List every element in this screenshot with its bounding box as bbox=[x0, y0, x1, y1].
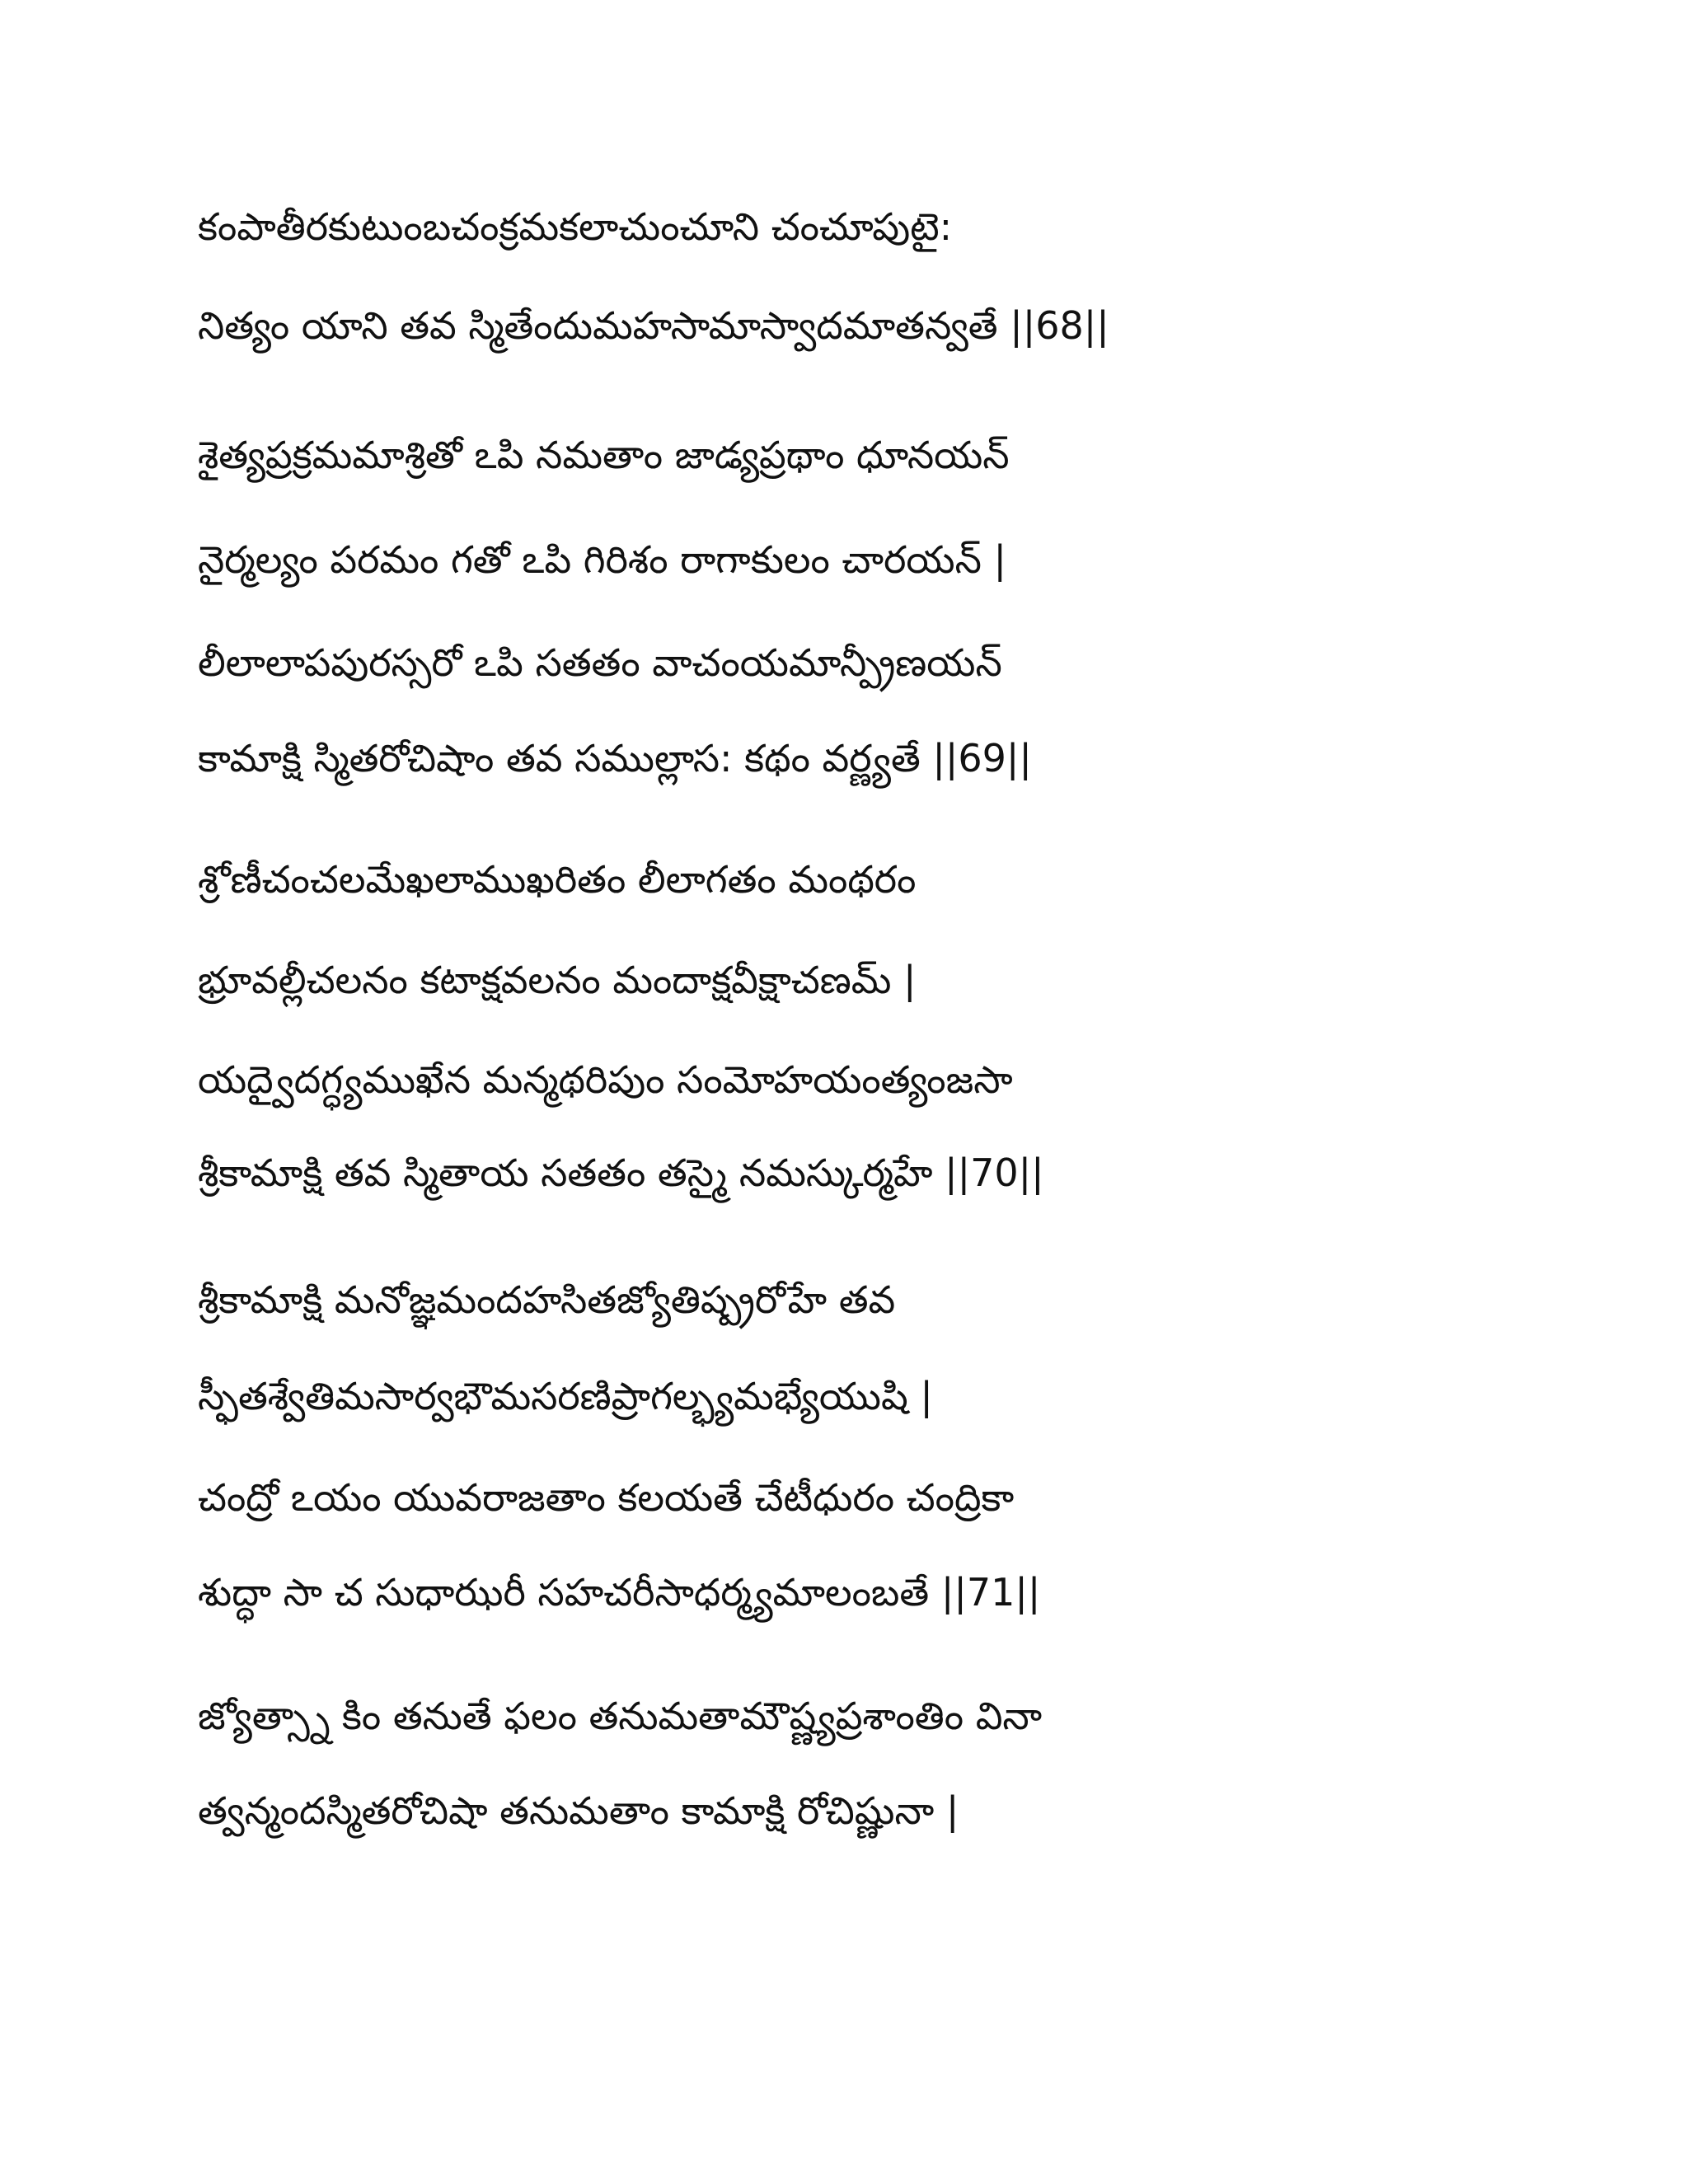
verse-line: శ్రీకామాక్షి మనోజ్ఞమందహసితజ్యోతిష్ప్రరోహే తవ bbox=[198, 1277, 896, 1322]
verse-line: లీలాలాపపురస్సరో ఽపి సతతం వాచంయమాన్ప్రీణయన్ bbox=[198, 640, 1002, 685]
verse-line: భ్రూవల్లీచలనం కటాక్షవలనం మందాక్షవీక్షాచణమ్ | bbox=[198, 958, 917, 1002]
verse-line: కామాక్షి స్మితరోచిషాం తవ సముల్లాస: కథం వర్ణ్యతే ||69|| bbox=[198, 736, 1032, 780]
verse-line: త్వన్మందస్మితరోచిషా తనుమతాం కామాక్షి రోచిష్ణునా | bbox=[198, 1788, 959, 1833]
verse-line: శుద్ధా సా చ సుధాఝరీ సహచరీసాధర్మ్యమాలంబతే ||71|| bbox=[198, 1570, 1041, 1615]
verse-line: జ్యోత్స్నా కిం తనుతే ఫలం తనుమతామౌష్ణ్యప్రశాంతిం వినా bbox=[198, 1694, 1043, 1738]
verse-line: యద్వైదగ్ధ్యముఖేన మన్మథరిపుం సంమోహయంత్యంజసా bbox=[198, 1057, 1013, 1102]
verse-line: నిత్యం యాని తవ స్మితేందుమహసామాస్వాదమాతన్వతే ||68|| bbox=[198, 303, 1109, 348]
verse-line: శైత్యప్రక్రమమాశ్రితో ఽపి నమతాం జాడ్యప్రథాం ధూనయన్ bbox=[198, 433, 1010, 477]
verse-line: శ్రీకామాక్షి తవ స్మితాయ సతతం తస్మై నమస్కుర్మహే ||70|| bbox=[198, 1151, 1044, 1195]
verse-line: నైర్మల్యం పరమం గతో ఽపి గిరిశం రాగాకులం చారయన్ | bbox=[198, 537, 1006, 582]
verse-line: స్ఫీతశ్వేతిమసార్వభౌమసరణిప్రాగల్భ్యమభ్యేయుషి | bbox=[198, 1374, 933, 1418]
verse-line: కంపాతీరకుటుంబచంక్రమకలాచుంచూని చంచూపుటై: bbox=[198, 204, 953, 249]
verse-line: చంద్రో ఽయం యువరాజతాం కలయతే చేటీధురం చంద్రికా bbox=[198, 1475, 1015, 1520]
verse-line: శ్రోణీచంచలమేఖలాముఖరితం లీలాగతం మంథరం bbox=[198, 857, 917, 902]
